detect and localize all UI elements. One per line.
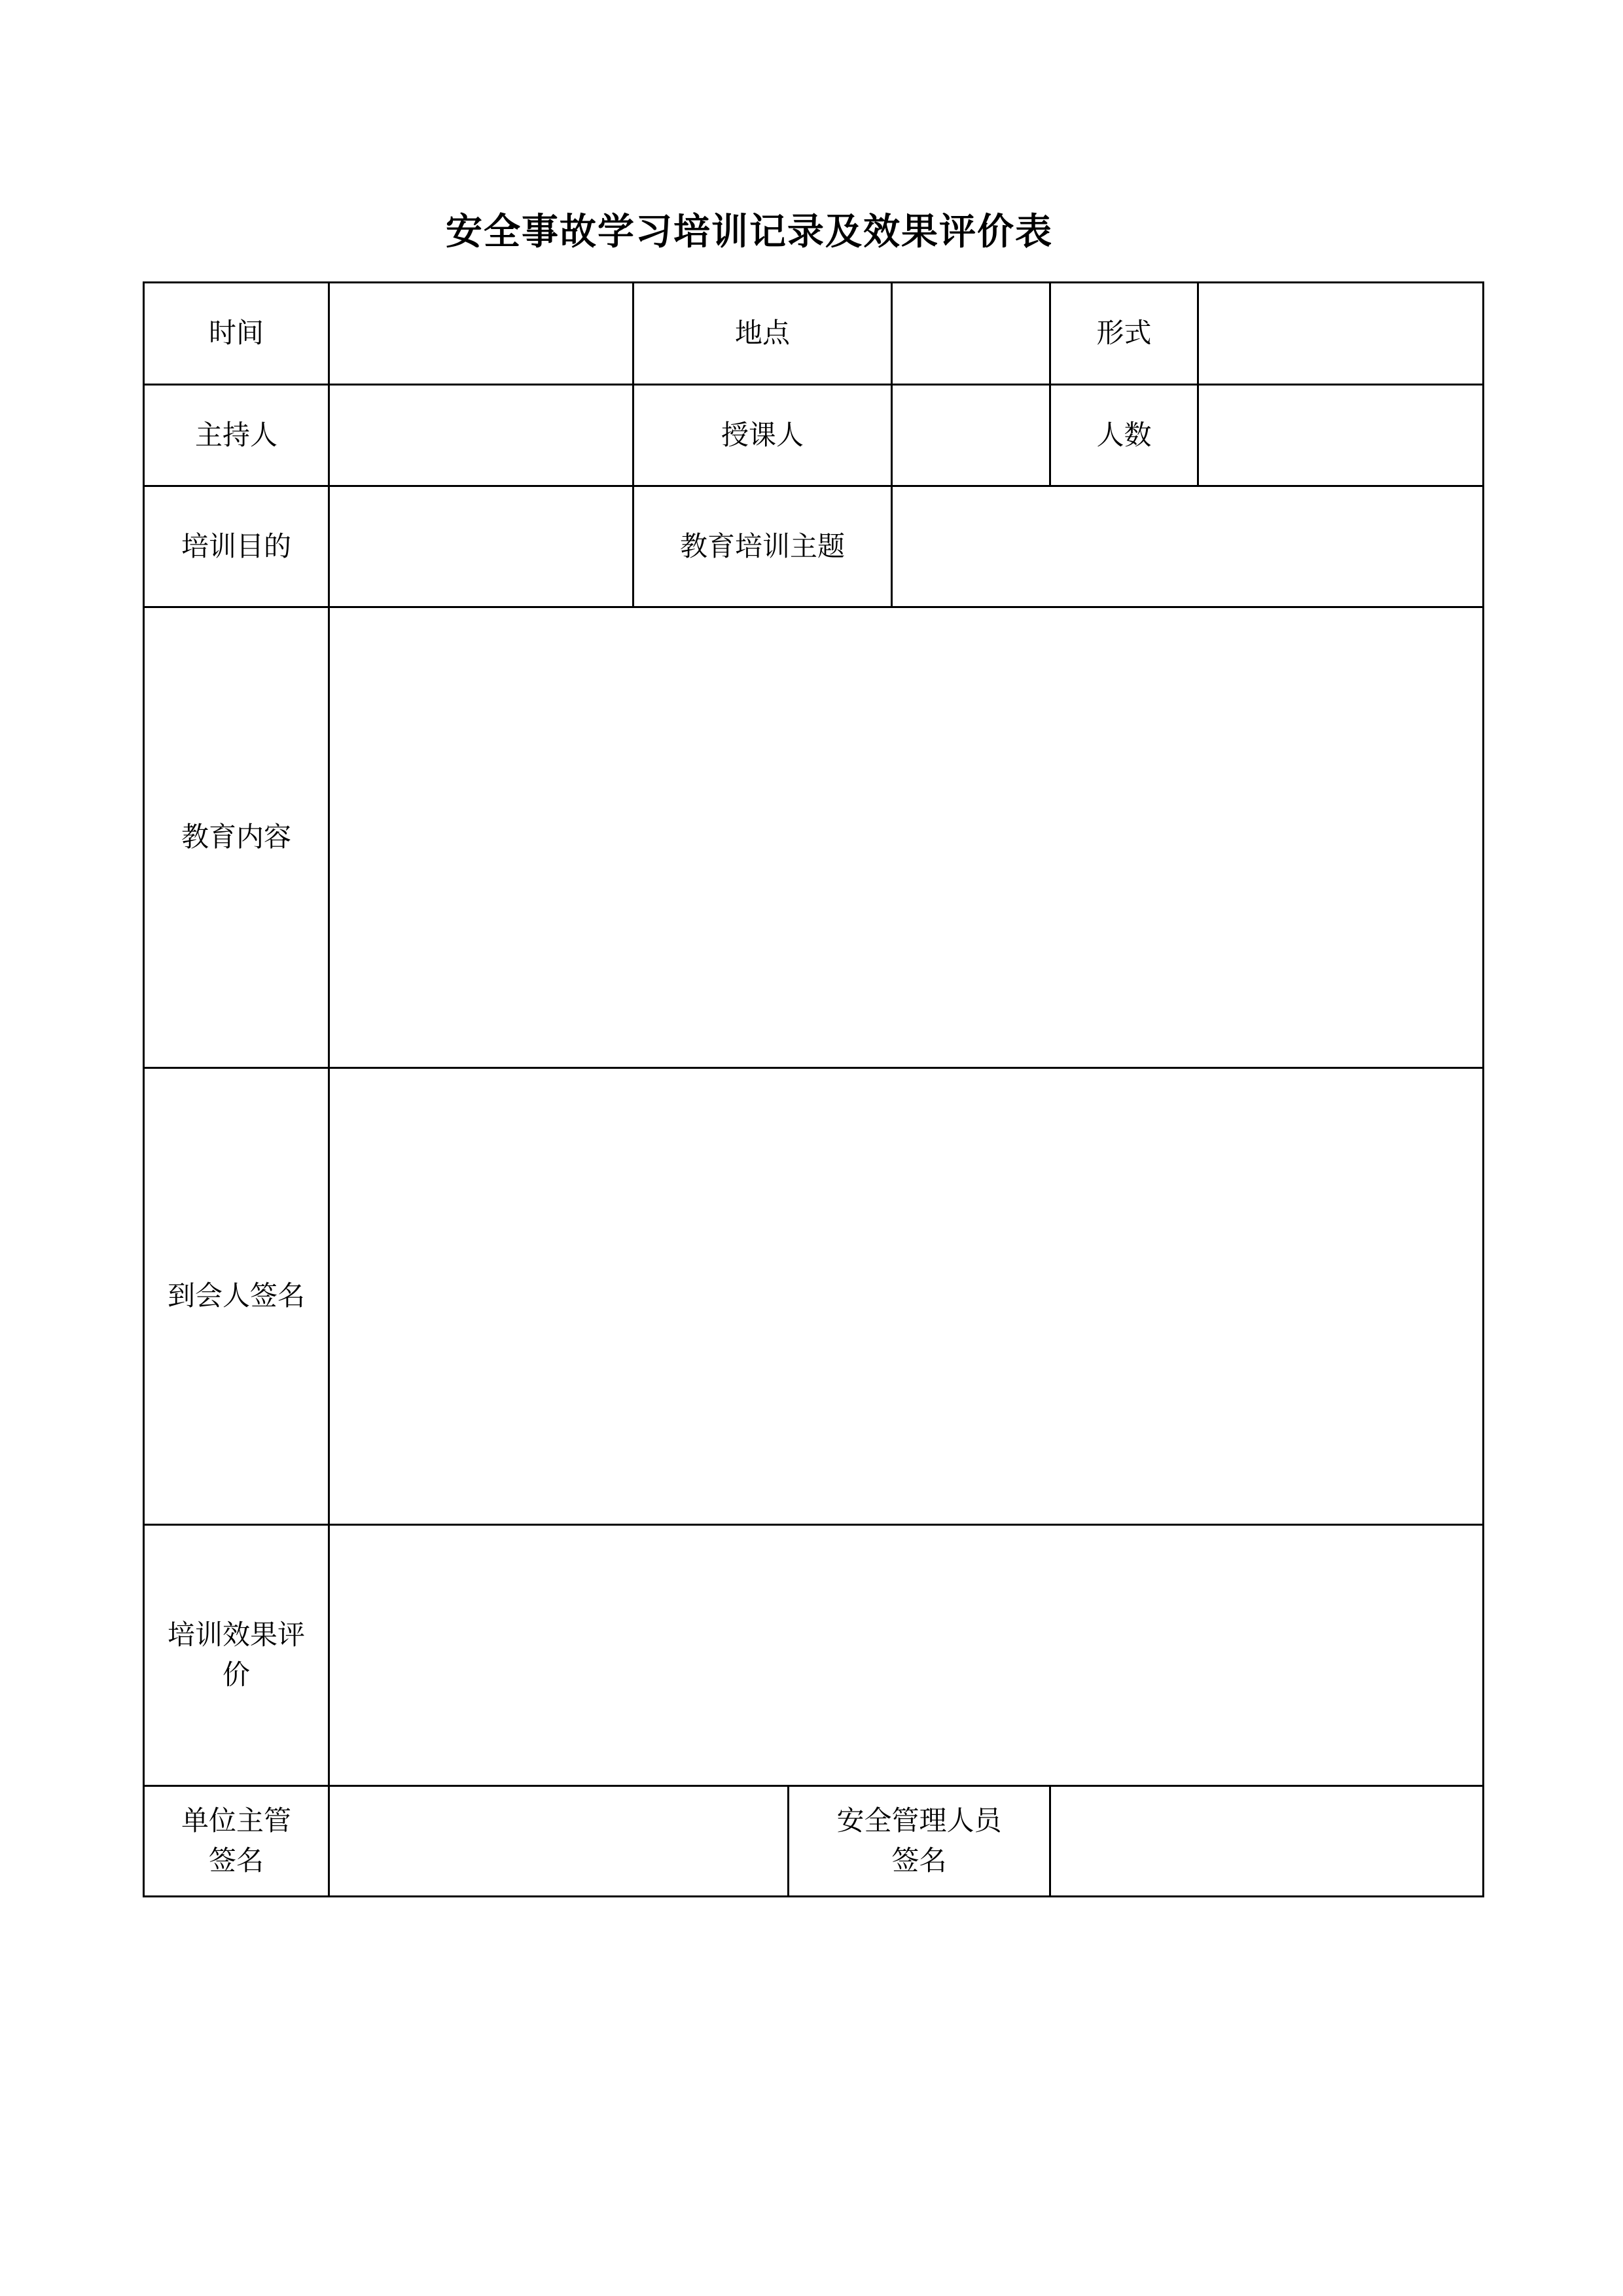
evaluation-label-cell — [144, 1525, 329, 1786]
safety-manager-label-cell — [789, 1786, 1050, 1897]
safety-manager-label-line1: 安全管理人员 — [836, 1804, 1002, 1837]
location-label: 地点 — [735, 317, 791, 350]
form-row-host — [144, 385, 1484, 486]
training-record-form — [143, 281, 1484, 1897]
attendee-signature-input[interactable] — [329, 1068, 1484, 1525]
form-row-evaluation — [144, 1525, 1484, 1786]
content-input[interactable] — [329, 607, 1484, 1068]
content-label: 教育内容 — [181, 821, 291, 853]
format-label: 形式 — [1096, 317, 1152, 350]
evaluation-label-line2: 价 — [222, 1659, 250, 1691]
topic-label-cell — [633, 486, 892, 607]
headcount-input[interactable] — [1198, 385, 1484, 486]
purpose-label-cell — [144, 486, 329, 607]
evaluation-label-line1: 培训效果评 — [167, 1619, 305, 1651]
time-label-cell — [144, 283, 329, 385]
unit-supervisor-signature-input[interactable] — [329, 1786, 789, 1897]
format-input[interactable] — [1198, 283, 1484, 385]
instructor-label: 授课人 — [721, 418, 804, 451]
instructor-input[interactable] — [892, 385, 1050, 486]
form-row-time — [144, 283, 1484, 385]
headcount-label-cell — [1050, 385, 1198, 486]
safety-manager-signature-input[interactable] — [1050, 1786, 1484, 1897]
purpose-label: 培训目的 — [181, 529, 291, 562]
page-title: 安全事故学习培训记录及效果评价表 — [446, 210, 1053, 253]
time-label: 时间 — [208, 317, 264, 350]
form-row-attendees — [144, 1068, 1484, 1525]
form-row-purpose — [144, 486, 1484, 607]
safety-manager-label-line2: 签名 — [891, 1844, 947, 1876]
form-row-content — [144, 607, 1484, 1068]
location-label-cell — [633, 283, 892, 385]
topic-input[interactable] — [892, 486, 1484, 607]
attendee-signature-label-cell — [144, 1068, 329, 1525]
unit-supervisor-label-line1: 单位主管 — [181, 1804, 291, 1837]
format-label-cell — [1050, 283, 1198, 385]
headcount-label: 人数 — [1096, 418, 1152, 451]
unit-supervisor-label-cell — [144, 1786, 329, 1897]
instructor-label-cell — [633, 385, 892, 486]
content-label-cell — [144, 607, 329, 1068]
host-label: 主持人 — [194, 418, 277, 451]
location-input[interactable] — [892, 283, 1050, 385]
topic-label: 教育培训主题 — [680, 529, 846, 562]
form-row-signatures — [144, 1786, 1484, 1897]
purpose-input[interactable] — [329, 486, 633, 607]
evaluation-input[interactable] — [329, 1525, 1484, 1786]
host-label-cell — [144, 385, 329, 486]
host-input[interactable] — [329, 385, 633, 486]
unit-supervisor-label-line2: 签名 — [208, 1844, 264, 1876]
attendee-signature-label: 到会人签名 — [167, 1280, 305, 1312]
time-input[interactable] — [329, 283, 633, 385]
